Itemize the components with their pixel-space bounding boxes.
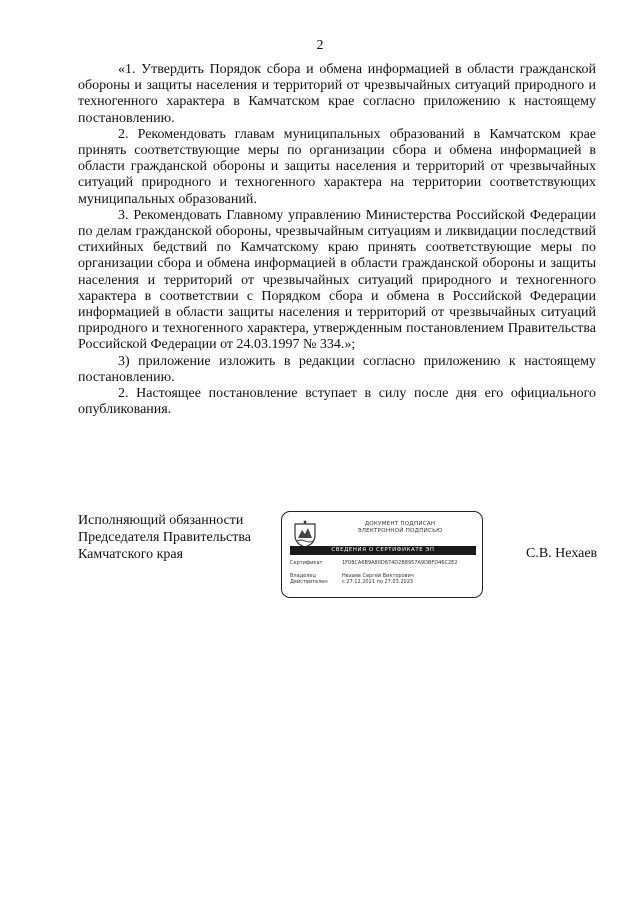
document-body (78, 62, 596, 418)
paragraph-entry-into-force: 2. Настоящее постановление вступает в силу после дня его официального опубликования. (78, 386, 596, 418)
stamp-header (326, 521, 474, 535)
validity-value: с 27.12.2021 по 27.03.2023 (342, 579, 414, 585)
signer-title-line: Камчатского края (78, 547, 184, 562)
certificate-label: Сертификат (290, 560, 323, 566)
coat-of-arms-icon (292, 520, 318, 548)
page-number: 2 (316, 38, 324, 53)
paragraph-appendix-amendment: 3) приложение изложить в редакции согласно приложению к настоящему постановлению. (78, 353, 596, 385)
certificate-value: 1F08CA6B9A80D874D2B8957A9DBFD46C2E2 (342, 560, 458, 566)
electronic-signature-stamp (281, 511, 483, 598)
signer-title-line: Председателя Правительства (78, 530, 252, 545)
paragraph-emercom-recommendation: 3. Рекомендовать Главному управлению Министерства Российской Федерации по делам гражданской обороны, чрезвычайным ситуациям и ликвидации последствий стихийных бедствий по Камчатскому краю принять соответствующие меры по организации сбора и обмена информацией в области гражданской обороны и защиты населения и территорий от чрезвычайных ситуаций природного и техногенного характера в соответствии с Порядком сбора и обмена в Российской Федерации информацией в области защиты населения и территорий от чрезвычайных ситуаций природного и техногенного характера, утвержденным постановлением Правительства Российской Федерации от 24.03.1997 № 334.»; (78, 207, 596, 353)
stamp-header-line: ЭЛЕКТРОННОЙ ПОДПИСЬЮ (357, 528, 443, 534)
signer-title (78, 512, 251, 563)
owner-label: Владелец (290, 573, 316, 579)
stamp-header-line: ДОКУМЕНТ ПОДПИСАН (364, 521, 436, 527)
stamp-banner: СВЕДЕНИЯ О СЕРТИФИКАТЕ ЭП (290, 546, 476, 555)
paragraph-approve-procedure: «1. Утвердить Порядок сбора и обмена информацией в области гражданской обороны и защиты населения и территорий от чрезвычайных ситуаций природного и техногенного характера в Камчатском крае согласно приложению к настоящему постановлению. (78, 62, 596, 126)
paragraph-municipal-recommendation: 2. Рекомендовать главам муниципальных образований в Камчатском крае принять соответствующие меры по организации сбора и обмена информацией в области гражданской обороны и защиты населения и территорий от чрезвычайных ситуаций природного и техногенного характера на территории соответствующих муниципальных образований. (78, 126, 596, 207)
validity-label: Действителен (290, 579, 328, 585)
signer-name: С.В. Нехаев (526, 546, 598, 561)
signer-title-line: Исполняющий обязанности (78, 513, 244, 528)
owner-value: Нехаев Сергей Викторович (342, 573, 414, 579)
